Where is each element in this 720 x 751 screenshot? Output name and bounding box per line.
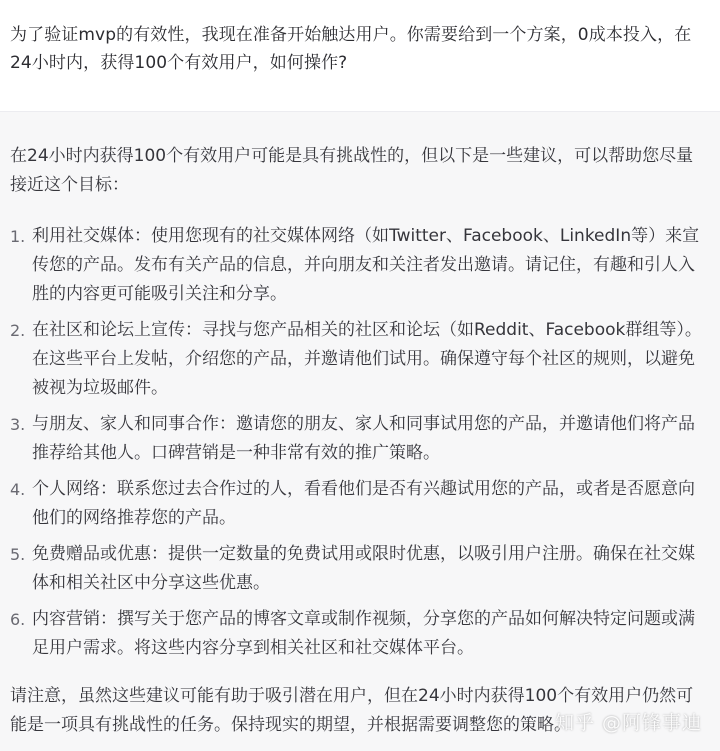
list-item-number: 4. bbox=[10, 480, 26, 499]
watermark: 知乎 @阿锋事迪 bbox=[554, 712, 702, 734]
assistant-message bbox=[0, 112, 720, 740]
suggestion-list bbox=[10, 222, 706, 663]
assistant-intro: 在24小时内获得100个有效用户可能是具有挑战性的，但以下是一些建议，可以帮助您尽量接近这个目标： bbox=[10, 146, 694, 195]
list-item-number: 6. bbox=[10, 610, 26, 629]
list-item-text: 内容营销：撰写关于您产品的博客文章或制作视频，分享您的产品如何解决特定问题或满足用户需求。将这些内容分享到相关社区和社交媒体平台。 bbox=[32, 609, 695, 658]
list-item-text: 利用社交媒体：使用您现有的社交媒体网络（如Twitter、Facebook、LinkedIn等）来宣传您的产品。发布有关产品的信息，并向朋友和关注者发出邀请。请记住，有趣和引人入胜的内容更可能吸引关注和分享。 bbox=[32, 226, 700, 304]
list-item bbox=[10, 410, 706, 468]
list-item-text: 与朋友、家人和同事合作：邀请您的朋友、家人和同事试用您的产品，并邀请他们将产品推荐给其他人。口碑营销是一种非常有效的推广策略。 bbox=[32, 414, 695, 463]
list-item bbox=[10, 475, 706, 533]
list-item-number: 5. bbox=[10, 545, 26, 564]
list-item bbox=[10, 605, 706, 663]
user-message-text: 为了验证mvp的有效性，我现在准备开始触达用户。你需要给到一个方案，0成本投入，在24小时内，获得100个有效用户，如何操作? bbox=[10, 25, 692, 73]
list-item-text: 在社区和论坛上宣传：寻找与您产品相关的社区和论坛（如Reddit、Facebook群组等）。在这些平台上发帖，介绍您的产品，并邀请他们试用。确保遵守每个社区的规则，以避免被视为垃圾邮件。 bbox=[32, 320, 702, 398]
list-item-number: 3. bbox=[10, 415, 26, 434]
list-item-number: 1. bbox=[10, 227, 26, 246]
list-item-text: 个人网络：联系您过去合作过的人，看看他们是否有兴趣试用您的产品，或者是否愿意向他们的网络推荐您的产品。 bbox=[32, 479, 695, 528]
list-item bbox=[10, 222, 706, 309]
assistant-outro: 请注意，虽然这些建议可能有助于吸引潜在用户，但在24小时内获得100个有效用户仍然可能是一项具有挑战性的任务。保持现实的期望，并根据需要调整您的策略。 bbox=[10, 686, 694, 735]
user-message bbox=[0, 0, 720, 112]
list-item bbox=[10, 540, 706, 598]
list-item-number: 2. bbox=[10, 321, 26, 340]
list-item-text: 免费赠品或优惠：提供一定数量的免费试用或限时优惠，以吸引用户注册。确保在社交媒体和相关社区中分享这些优惠。 bbox=[32, 544, 695, 593]
list-item bbox=[10, 316, 706, 403]
